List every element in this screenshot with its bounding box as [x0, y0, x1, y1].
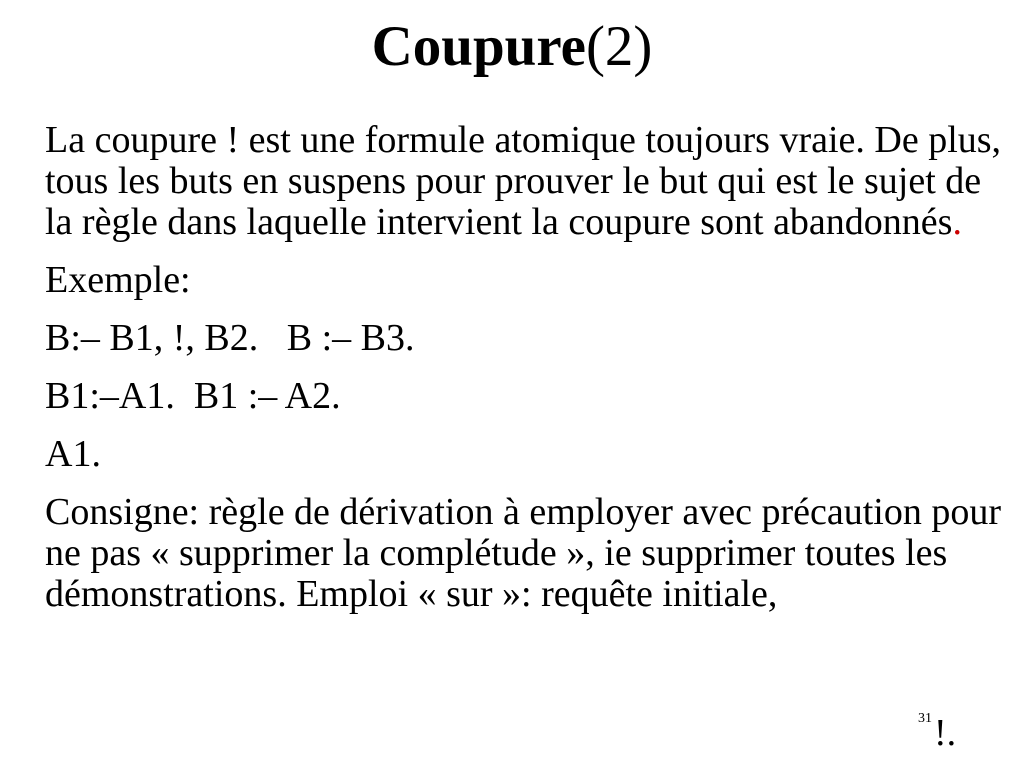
slide-title	[0, 14, 1024, 80]
paragraph-fact-a1: A1.	[45, 433, 101, 475]
title-suffix: (2)	[585, 15, 653, 78]
paragraph-definition-text: La coupure ! est une formule atomique toujours vraie. De plus, tous les buts en suspens pour prouver le but qui est le sujet de la règle dans laquelle intervient la coupure sont abandonnés	[45, 119, 1002, 243]
slide-number: 31	[918, 711, 932, 726]
paragraph-clause-b: B:– B1, !, B2. B :– B3.	[45, 317, 415, 359]
title-main: Coupure	[371, 15, 586, 78]
trailing-text: !.	[934, 712, 957, 754]
paragraph-definition	[45, 120, 1005, 243]
paragraph-definition-end-mark: .	[952, 201, 962, 243]
paragraph-clause-b1: B1:–A1. B1 :– A2.	[45, 375, 341, 417]
paragraph-consigne: Consigne: règle de dérivation à employer avec précaution pour ne pas « supprimer la complétude », ie supprimer toutes les démonstrations. Emploi « sur »: requête initiale,	[45, 491, 1001, 615]
slide-body	[45, 120, 1005, 632]
paragraph-example-label: Exemple:	[45, 259, 191, 301]
